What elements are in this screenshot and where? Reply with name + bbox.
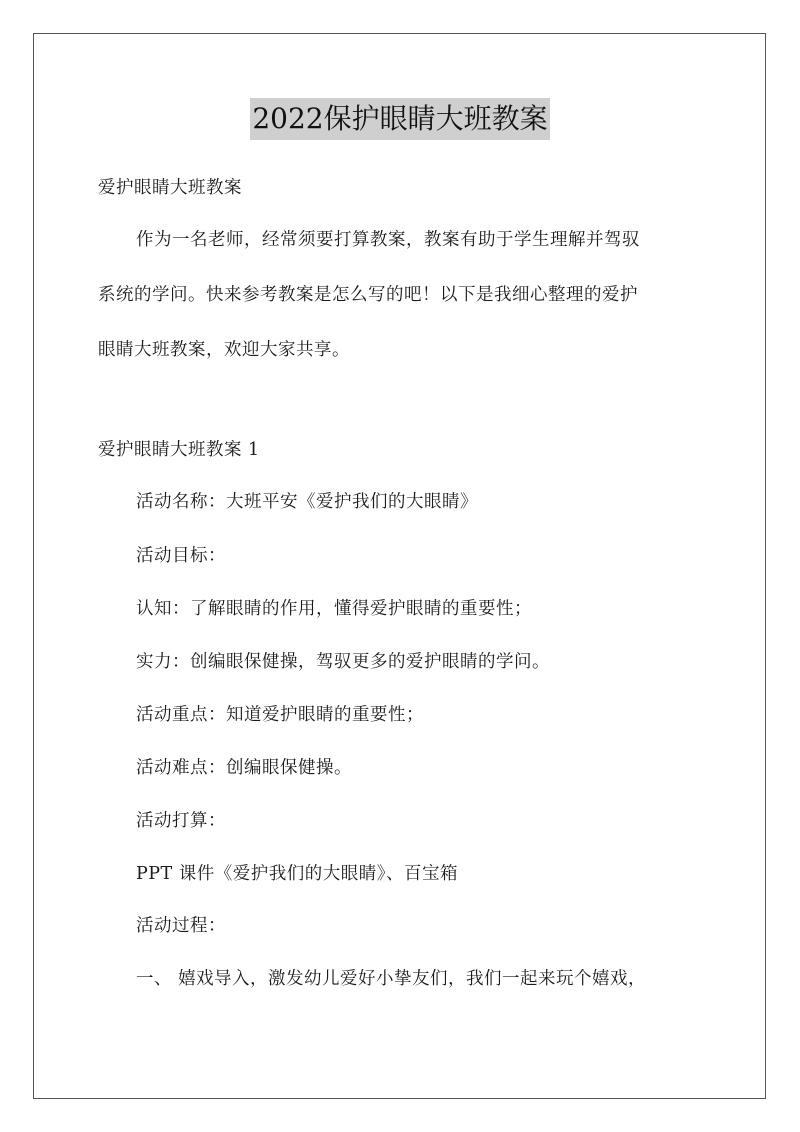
body-line-cognition: 认知：了解眼睛的作用，懂得爱护眼睛的重要性； xyxy=(136,599,532,619)
body-line-goals: 活动目标： xyxy=(136,546,226,566)
body-line-process: 活动过程： xyxy=(136,916,226,936)
intro-line-3: 眼睛大班教案，欢迎大家共享。 xyxy=(98,340,350,360)
body-line-activity-name: 活动名称：大班平安《爱护我们的大眼睛》 xyxy=(136,492,478,512)
body-line-ability: 实力：创编眼保健操，驾驭更多的爱护眼睛的学问。 xyxy=(136,652,550,672)
intro-line-2: 系统的学问。快来参考教案是怎么写的吧！以下是我细心整理的爱护 xyxy=(98,285,638,305)
document-subtitle: 爱护眼睛大班教案 xyxy=(98,178,242,198)
body-line-materials: PPT 课件《爱护我们的大眼睛》、百宝箱 xyxy=(136,864,459,884)
body-line-key-point: 活动重点：知道爱护眼睛的重要性； xyxy=(136,705,424,725)
document-title: 2022保护眼睛大班教案 xyxy=(250,98,549,140)
section-heading: 爱护眼睛大班教案 1 xyxy=(98,440,260,460)
body-line-preparation: 活动打算： xyxy=(136,811,226,831)
title-container xyxy=(0,98,800,140)
body-line-step-one: 一、 嬉戏导入，激发幼儿爱好小挚友们，我们一起来玩个嬉戏， xyxy=(136,969,647,989)
body-line-difficulty: 活动难点：创编眼保健操。 xyxy=(136,758,352,778)
intro-line-1: 作为一名老师，经常须要打算教案，教案有助于学生理解并驾驭 xyxy=(136,230,640,250)
